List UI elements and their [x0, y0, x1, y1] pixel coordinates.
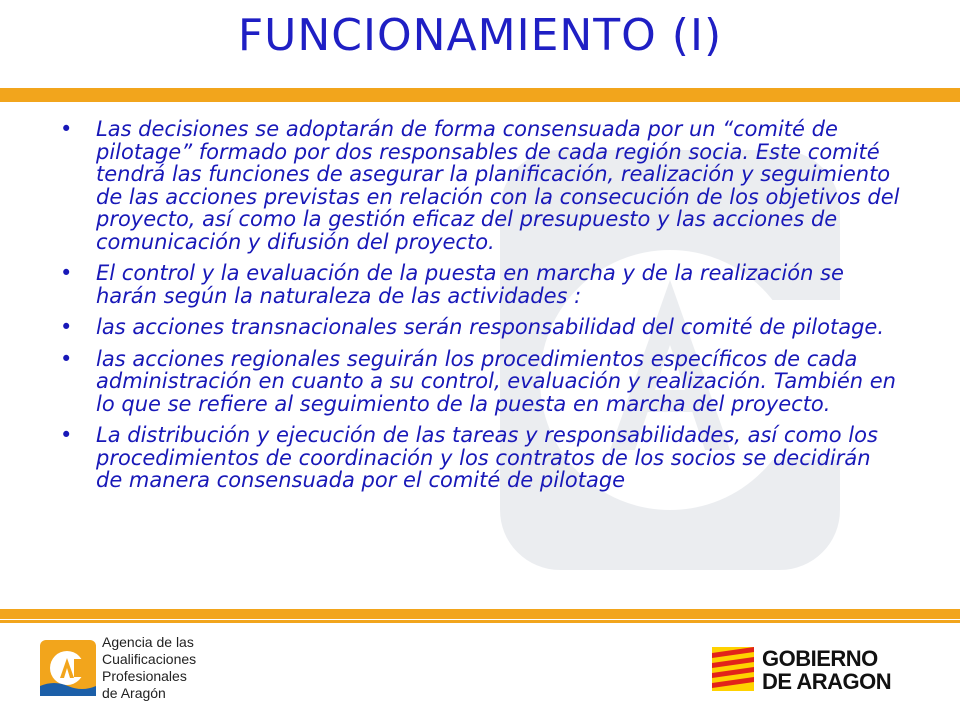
- bullet-text: las acciones transnacionales serán responsabilidad del comité de pilotage.: [96, 315, 885, 339]
- bullet-dot: •: [60, 117, 73, 141]
- gobierno-aragon-logo: [712, 647, 912, 697]
- bullet-text: Las decisiones se adoptarán de forma consensuada por un “comité de pilotage” formado por dos responsables de cada región socia. Este comité tendrá las funciones de asegurar la planificación, realización y seguimiento de las acciones previstas en relación con la consecución de los objetivos del proyecto, así como la gestión eficaz del presupuesto y las acciones de comunicación y difusión del proyecto.: [96, 117, 900, 254]
- slide-title: FUNCIONAMIENTO (I): [237, 10, 723, 61]
- bullet-dot: •: [60, 346, 73, 371]
- bullet-dot: •: [60, 315, 73, 339]
- agency-logo: [40, 632, 240, 708]
- footer-divider-bar: [0, 609, 960, 619]
- slide-content: [60, 118, 900, 501]
- bullet-dot: •: [60, 423, 73, 447]
- gobierno-aragon-name: [762, 647, 891, 693]
- title-underline-bar: [0, 88, 960, 102]
- agency-name-line: Agencia de las: [102, 634, 194, 650]
- footer-divider-thin-bar: [0, 620, 960, 623]
- bullet-dot: •: [60, 261, 73, 285]
- bullet-text: La distribución y ejecución de las tareas y responsabilidades, así como los procedimientos de coordinación y los contratos de los socios se decidirán de manera consensuada por el comité de pilotage: [96, 423, 878, 492]
- bullet-item: [60, 262, 900, 307]
- aragon-flag-icon: [712, 647, 754, 691]
- bullet-item: [60, 316, 900, 339]
- bullet-text: El control y la evaluación de la puesta en marcha y de la realización se harán según la naturaleza de las actividades :: [96, 261, 844, 308]
- agency-name: [102, 634, 196, 702]
- gobierno-line: DE ARAGON: [762, 669, 892, 694]
- gobierno-line: GOBIERNO: [762, 646, 878, 671]
- bullet-item: [60, 118, 900, 253]
- agency-ca-logo-icon: [40, 640, 96, 696]
- agency-name-line: de Aragón: [102, 685, 166, 701]
- bullet-item: [60, 424, 900, 492]
- bullet-text: las acciones regionales seguirán los procedimientos específicos de cada administración en cuanto a su control, evaluación y realización. También en lo que se refiere al seguimiento de la puesta en marcha del proyecto.: [96, 346, 896, 416]
- agency-name-line: Profesionales: [102, 668, 187, 684]
- agency-name-line: Cualificaciones: [102, 651, 197, 667]
- bullet-list: [60, 118, 900, 492]
- bullet-item: [60, 348, 900, 416]
